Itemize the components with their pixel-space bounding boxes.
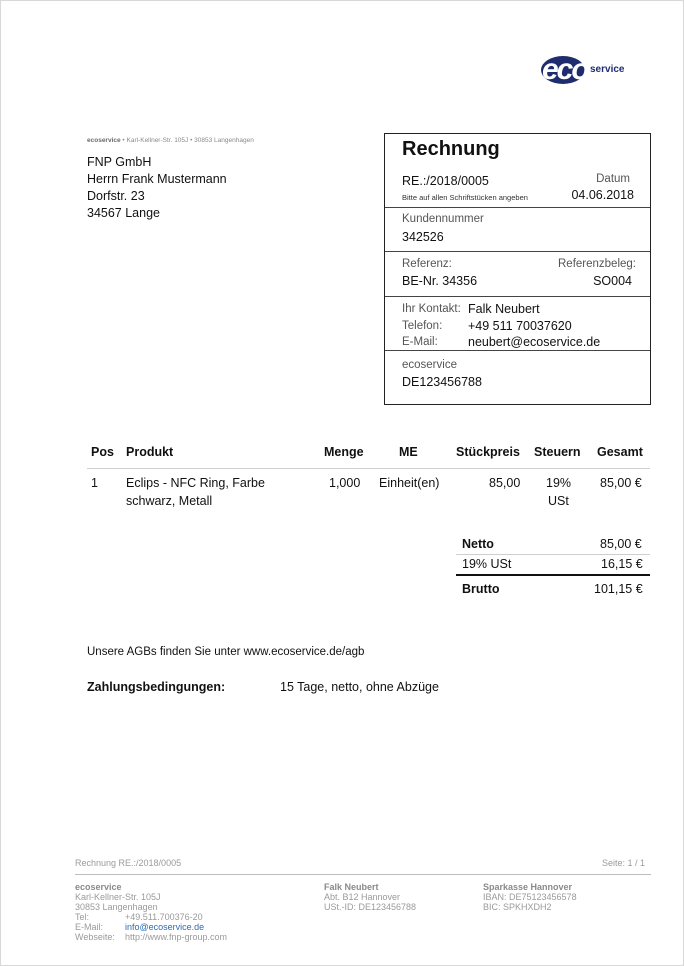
gross-divider bbox=[456, 574, 650, 576]
footer-company-column bbox=[75, 882, 227, 942]
footer-divider bbox=[75, 874, 651, 875]
logo-mark: eco bbox=[542, 53, 588, 86]
row-product-line2: schwarz, Metall bbox=[126, 494, 213, 508]
gross-label: Brutto bbox=[462, 582, 500, 596]
invoice-title: Rechnung bbox=[402, 138, 500, 160]
row-price: 85,00 bbox=[489, 476, 521, 490]
footer-doc-ref: Rechnung RE.:/2018/0005 bbox=[75, 858, 182, 868]
row-tax-line2: USt bbox=[548, 494, 569, 508]
footer-bank-bic: BIC: SPKHXDH2 bbox=[483, 902, 552, 912]
footer-web-value: http://www.fnp-group.com bbox=[125, 932, 228, 942]
recipient-person: Herrn Frank Mustermann bbox=[87, 172, 227, 186]
footer-contact-vat: USt.-ID: DE123456788 bbox=[324, 902, 417, 912]
net-label: Netto bbox=[462, 537, 494, 551]
reference-section bbox=[385, 252, 650, 297]
footer-mail-label: E-Mail: bbox=[75, 922, 104, 932]
recipient-company: FNP GmbH bbox=[87, 155, 152, 169]
table-header-divider bbox=[87, 468, 650, 469]
col-header-total: Gesamt bbox=[597, 445, 643, 459]
recipient-street: Dorfstr. 23 bbox=[87, 189, 145, 203]
sender-line bbox=[87, 137, 254, 144]
refdoc-label: Referenzbeleg: bbox=[558, 258, 636, 270]
agb-notice: Unsere AGBs finden Sie unter www.ecoservice.de/agb bbox=[87, 646, 365, 658]
footer-mail-link[interactable]: info@ecoservice.de bbox=[125, 922, 205, 932]
footer-tel-label: Tel: bbox=[75, 912, 90, 922]
phone-value: +49 511 70037620 bbox=[468, 319, 572, 333]
footer-web-label: Webseite: bbox=[75, 932, 115, 942]
reference-value: BE-Nr. 34356 bbox=[402, 274, 478, 288]
footer-company-street: Karl-Kellner-Str. 105J bbox=[75, 892, 161, 902]
footer-bank-iban: IBAN: DE75123456578 bbox=[483, 892, 577, 902]
sender-company: ecoservice bbox=[87, 137, 121, 144]
footer-bank-name: Sparkasse Hannover bbox=[483, 882, 573, 892]
contact-section bbox=[385, 297, 650, 351]
row-total: 85,00 € bbox=[600, 476, 642, 490]
footer-contact-column bbox=[324, 882, 416, 912]
tax-total-label: 19% USt bbox=[462, 557, 512, 571]
company-label: ecoservice bbox=[402, 359, 457, 371]
col-header-unit: ME bbox=[399, 445, 418, 459]
email-value: neubert@ecoservice.de bbox=[468, 335, 601, 349]
recipient-city: 34567 Lange bbox=[87, 206, 160, 220]
invoice-header-section bbox=[385, 134, 650, 208]
row-unit: Einheit(en) bbox=[379, 476, 440, 490]
col-header-price: Stückpreis bbox=[456, 445, 520, 459]
row-product-line1: Eclips - NFC Ring, Farbe bbox=[126, 476, 265, 490]
invoice-info-box bbox=[384, 133, 651, 405]
col-header-qty: Menge bbox=[324, 445, 364, 459]
col-header-pos: Pos bbox=[91, 445, 114, 459]
footer-page-number: Seite: 1 / 1 bbox=[602, 858, 646, 868]
footer-contact-dept: Abt. B12 Hannover bbox=[324, 892, 401, 902]
tax-total-value: 16,15 € bbox=[601, 557, 643, 571]
date-value: 04.06.2018 bbox=[571, 188, 634, 202]
customer-section bbox=[385, 207, 650, 252]
net-value: 85,00 € bbox=[600, 537, 642, 551]
contact-label: Ihr Kontakt: bbox=[402, 303, 461, 315]
customer-label: Kundennummer bbox=[402, 213, 484, 225]
footer-tel-value: +49.511.700376-20 bbox=[125, 912, 203, 922]
contact-name: Falk Neubert bbox=[468, 302, 540, 316]
gross-value: 101,15 € bbox=[594, 582, 643, 596]
email-label: E-Mail: bbox=[402, 336, 438, 348]
row-tax-line1: 19% bbox=[546, 476, 572, 490]
invoice-number-note: Bitte auf allen Schriftstücken angeben bbox=[402, 193, 528, 202]
row-pos: 1 bbox=[91, 476, 98, 490]
invoice-number: RE.:/2018/0005 bbox=[402, 174, 489, 188]
vat-id: DE123456788 bbox=[402, 375, 482, 389]
phone-label: Telefon: bbox=[402, 320, 443, 332]
row-qty: 1,000 bbox=[329, 476, 361, 490]
col-header-tax: Steuern bbox=[534, 445, 581, 459]
reference-label: Referenz: bbox=[402, 258, 452, 270]
footer-contact-name: Falk Neubert bbox=[324, 882, 379, 892]
footer-company-name: ecoservice bbox=[75, 882, 122, 892]
payment-terms-value: 15 Tage, netto, ohne Abzüge bbox=[280, 680, 439, 694]
company-logo bbox=[541, 53, 631, 86]
logo-word: service bbox=[590, 64, 625, 75]
footer-company-city: 30853 Langenhagen bbox=[75, 902, 158, 912]
payment-terms-label: Zahlungsbedingungen: bbox=[87, 680, 226, 694]
net-divider bbox=[456, 554, 650, 555]
footer-bank-column bbox=[483, 882, 577, 912]
refdoc-value: SO004 bbox=[593, 274, 632, 288]
date-label: Datum bbox=[596, 173, 630, 185]
sender-address: • Karl-Kellner-Str. 105J • 30853 Langenhagen bbox=[120, 137, 254, 144]
col-header-product: Produkt bbox=[126, 445, 174, 459]
customer-number: 342526 bbox=[402, 230, 444, 244]
